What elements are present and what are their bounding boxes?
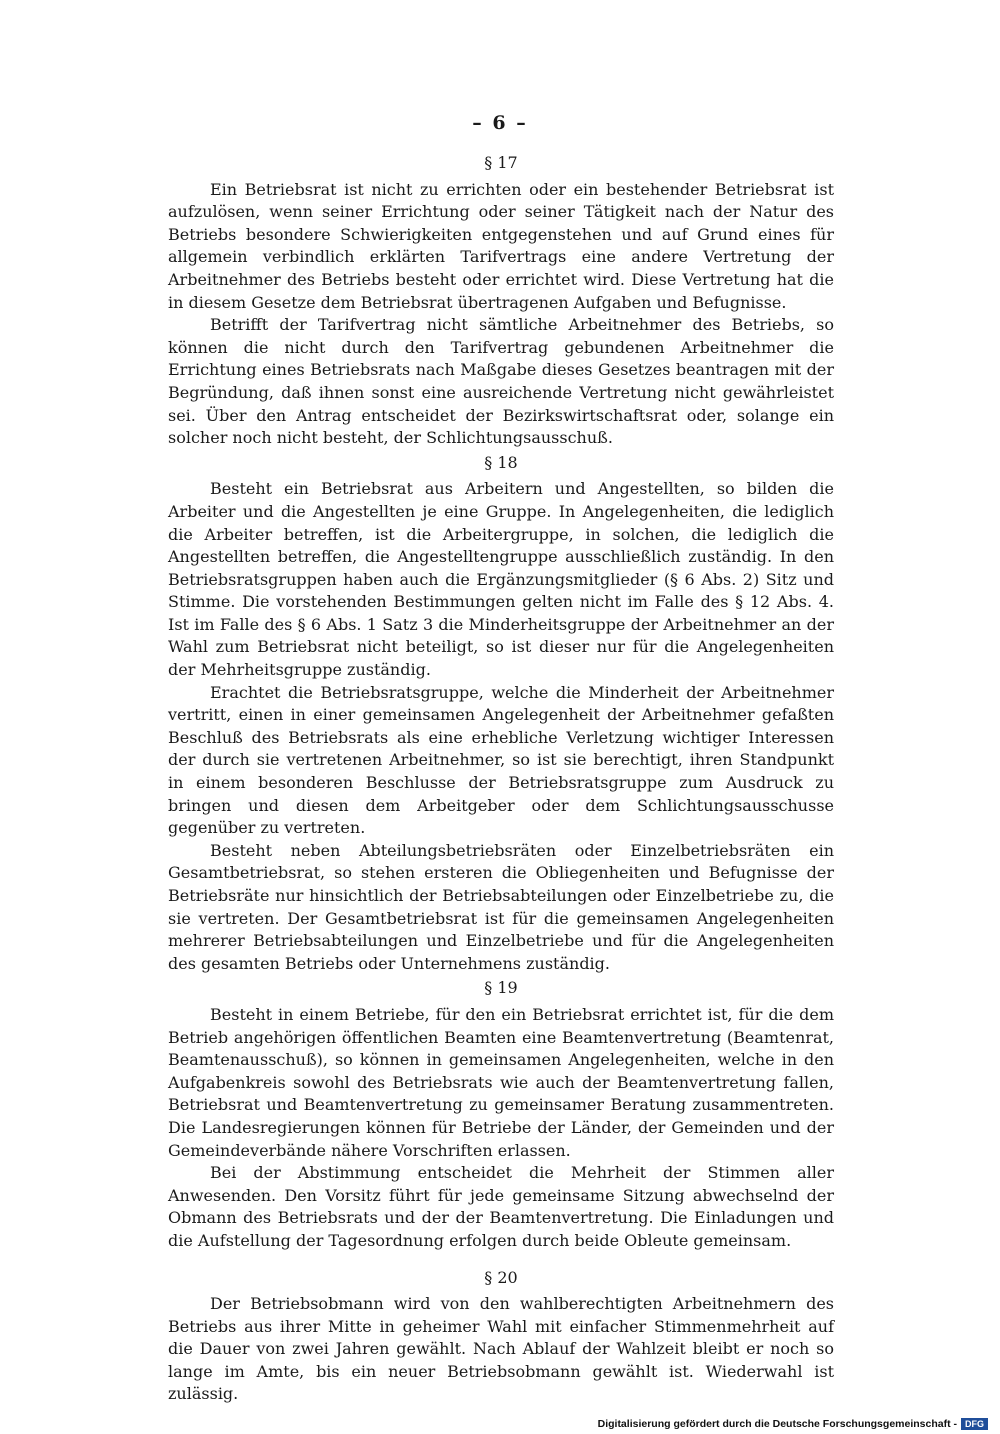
section-18 (168, 452, 834, 976)
paragraph: Betrifft der Tarifvertrag nicht sämtliche Arbeitnehmer des Betriebs, so können die nicht durch den Tarifvertrag gebundenen Arbeitnehmer die Errichtung eines Betriebsrats nach Maßgabe dieses Gesetzes beantragen mit der Begründung, daß ihnen sonst eine ausreichende Vertretung nicht gewährleistet sei. Über den Antrag entscheidet der Bezirkswirtschaftsrat oder, solange ein solcher noch nicht besteht, der Schlichtungsausschuß. (168, 315, 834, 448)
paragraph: Besteht ein Betriebsrat aus Arbeitern und Angestellten, so bilden die Arbeiter und die Angestellten je eine Gruppe. In Angelegenheiten, die lediglich die Arbeiter betreffen, ist die Arbeitergruppe, in solchen, die lediglich die Angestellten betreffen, die Angestelltengruppe ausschließlich zuständig. In den Betriebsratsgruppen haben auch die Ergänzungsmitglieder (§ 6 Abs. 2) Sitz und Stimme. Die vorstehenden Bestimmungen gelten nicht im Falle des § 12 Abs. 4. Ist im Falle des § 6 Abs. 1 Satz 3 die Minderheitsgruppe der Arbeitnehmer an der Wahl zum Betriebsrat nicht beteiligt, so ist dieser nur für die Angelegenheiten der Mehrheitsgruppe zuständig. (168, 479, 834, 680)
section-19 (168, 977, 834, 1252)
section-17 (168, 152, 834, 450)
paragraph: Ein Betriebsrat ist nicht zu errichten oder ein bestehender Betriebsrat ist aufzulösen, wenn seiner Errichtung oder seiner Tätigkeit nach der Natur des Betriebs besondere Schwierigkeiten entgegenstehen und auf Grund eines für allgemein verbindlich erklärten Tarifvertrags eine andere Vertretung der Arbeitnehmer des Betriebs besteht oder errichtet wird. Diese Vertretung hat die in diesem Gesetze dem Betriebsrat übertragenen Aufgaben und Befugnisse. (168, 179, 834, 312)
paragraph: Der Betriebsobmann wird von den wahlberechtigten Arbeitnehmern des Betriebs aus ihrer Mitte in geheimer Wahl mit einfacher Stimmenmehrheit auf die Dauer von zwei Jahren gewählt. Nach Ablauf der Wahlzeit bleibt er noch so lange im Amte, bis ein neuer Betriebsobmann gewählt ist. Wiederwahl ist zulässig. (168, 1294, 834, 1404)
paragraph: Bei der Abstimmung entscheidet die Mehrheit der Stimmen aller Anwesenden. Den Vorsitz führt für jede gemeinsame Sitzung abwechselnd der Obmann des Betriebsrats und der der Beamtenvertretung. Die Einladungen und die Aufstellung der Tagesordnung erfolgen durch beide Obleute gemeinsam. (168, 1163, 834, 1250)
section-20 (168, 1267, 834, 1407)
section-heading: § 17 (484, 153, 518, 172)
document-body (168, 150, 834, 1406)
paragraph: Besteht neben Abteilungsbetriebsräten oder Einzelbetriebsräten ein Gesamtbetriebsrat, so stehen ersteren die Obliegenheiten und Befugnisse der Betriebsräte nur hinsichtlich der Betriebsabteilungen oder Einzelbetriebe zu, die sie vertreten. Der Gesamtbetriebsrat ist für die gemeinsamen Angelegenheiten mehrerer Betriebsabteilungen und Einzelbetriebe und für die Angelegenheiten des gesamten Betriebs oder Unternehmens zuständig. (168, 840, 834, 973)
section-heading: § 19 (484, 978, 518, 998)
paragraph: Besteht in einem Betriebe, für den ein Betriebsrat errichtet ist, für die dem Betrieb angehörigen öffentlichen Beamten eine Beamtenvertretung (Beamtenrat, Beamtenausschuß), so können in gemeinsamen Angelegenheiten, welche in den Aufgabenkreis sowohl des Betriebsrats wie auch der Beamtenvertretung fallen, Betriebsrat und Beamtenvertretung zu gemeinsamer Beratung zusammentreten. Die Landesregierungen können für Betriebe der Länder, der Gemeinden und der Gemeindeverbände nähere Vorschriften erlassen. (168, 1004, 834, 1160)
dfg-logo: DFG (961, 1418, 988, 1430)
footer-text: Digitalisierung gefördert durch die Deutsche Forschungsgemeinschaft - (597, 1418, 957, 1430)
page-number: – 6 – (472, 112, 528, 134)
section-heading: § 20 (484, 1267, 518, 1287)
paragraph: Erachtet die Betriebsratsgruppe, welche die Minderheit der Arbeitnehmer vertritt, einen in einer gemeinsamen Angelegenheit der Arbeitnehmer gefaßten Beschluß des Betriebsrats als eine erhebliche Verletzung wichtiger Interessen der durch sie vertretenen Arbeitnehmer, so ist sie berechtigt, ihren Standpunkt in einem besonderen Beschlusse der Betriebsratsgruppe zum Ausdruck zu bringen und diesen dem Arbeitgeber oder dem Schlichtungsausschusse gegenüber zu vertreten. (168, 682, 834, 838)
section-heading: § 18 (484, 452, 518, 472)
digitization-footer (598, 1418, 988, 1430)
